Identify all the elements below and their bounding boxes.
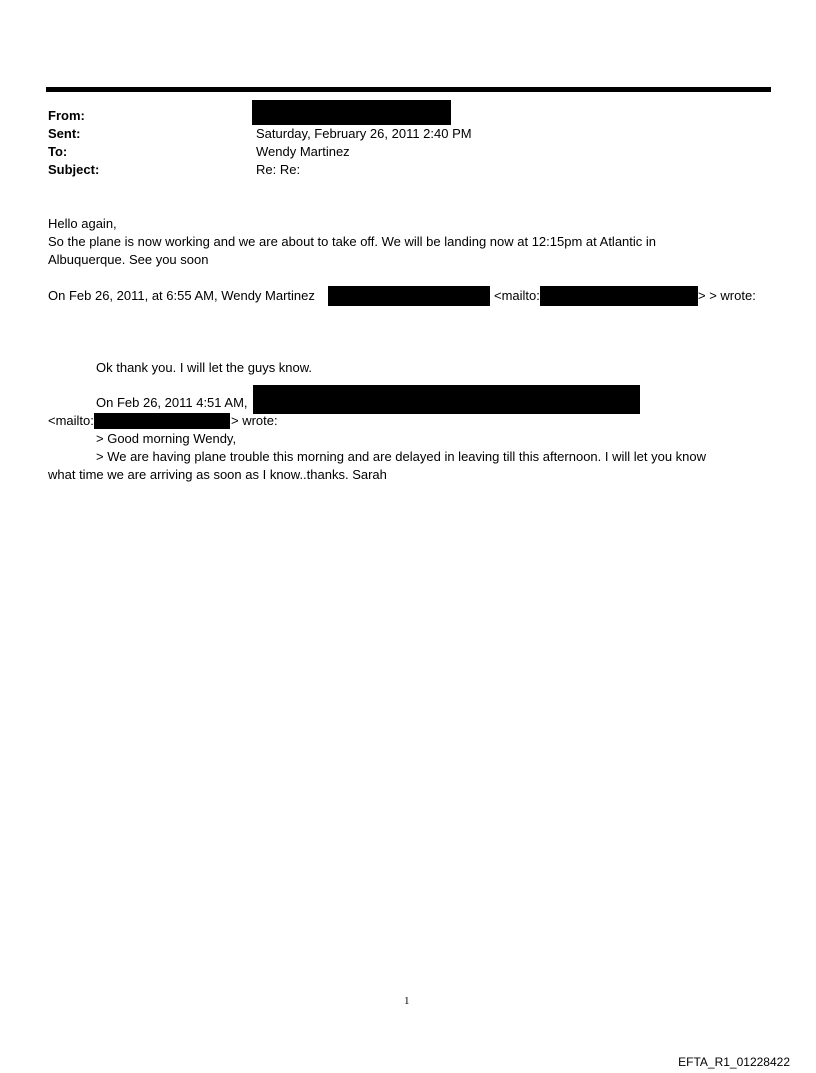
from-label: From: bbox=[48, 108, 85, 123]
quoted-line-2: > We are having plane trouble this morning and are delayed in leaving till this afternoon. I will let you know bbox=[96, 449, 707, 464]
to-value: Wendy Martinez bbox=[256, 144, 350, 159]
quote1-suffix: > > wrote: bbox=[698, 288, 756, 303]
greeting: Hello again, bbox=[48, 216, 117, 231]
header-rule bbox=[46, 87, 771, 92]
page-number: 1 bbox=[404, 995, 410, 1007]
quote2-mailto: <mailto: bbox=[48, 413, 94, 428]
subject-value: Re: Re: bbox=[256, 162, 301, 177]
sent-label: Sent: bbox=[48, 126, 81, 141]
to-label: To: bbox=[48, 144, 68, 159]
redaction-quote1-name bbox=[328, 286, 490, 306]
redaction-quote1-email bbox=[540, 286, 698, 306]
sent-value: Saturday, February 26, 2011 2:40 PM bbox=[256, 126, 472, 141]
body-line-2: Albuquerque. See you soon bbox=[48, 252, 209, 267]
redaction-quote2-name bbox=[253, 385, 640, 414]
redaction-from bbox=[252, 100, 451, 125]
quoted-line-3: what time we are arriving as soon as I know..thanks. Sarah bbox=[48, 467, 387, 482]
quote1-mailto: <mailto: bbox=[494, 288, 540, 303]
document-id: EFTA_R1_01228422 bbox=[678, 1055, 790, 1069]
redaction-quote2-email bbox=[94, 413, 230, 429]
quote2-suffix: > wrote: bbox=[231, 413, 278, 428]
body-line-1: So the plane is now working and we are about to take off. We will be landing now at 12:15pm at Atlantic in bbox=[48, 234, 657, 249]
reply-line: Ok thank you. I will let the guys know. bbox=[96, 360, 313, 375]
subject-label: Subject: bbox=[48, 162, 100, 177]
quote1-prefix: On Feb 26, 2011, at 6:55 AM, Wendy Martinez bbox=[48, 288, 315, 303]
quoted-line-1: > Good morning Wendy, bbox=[96, 431, 237, 446]
quote2-prefix: On Feb 26, 2011 4:51 AM, bbox=[96, 395, 248, 410]
